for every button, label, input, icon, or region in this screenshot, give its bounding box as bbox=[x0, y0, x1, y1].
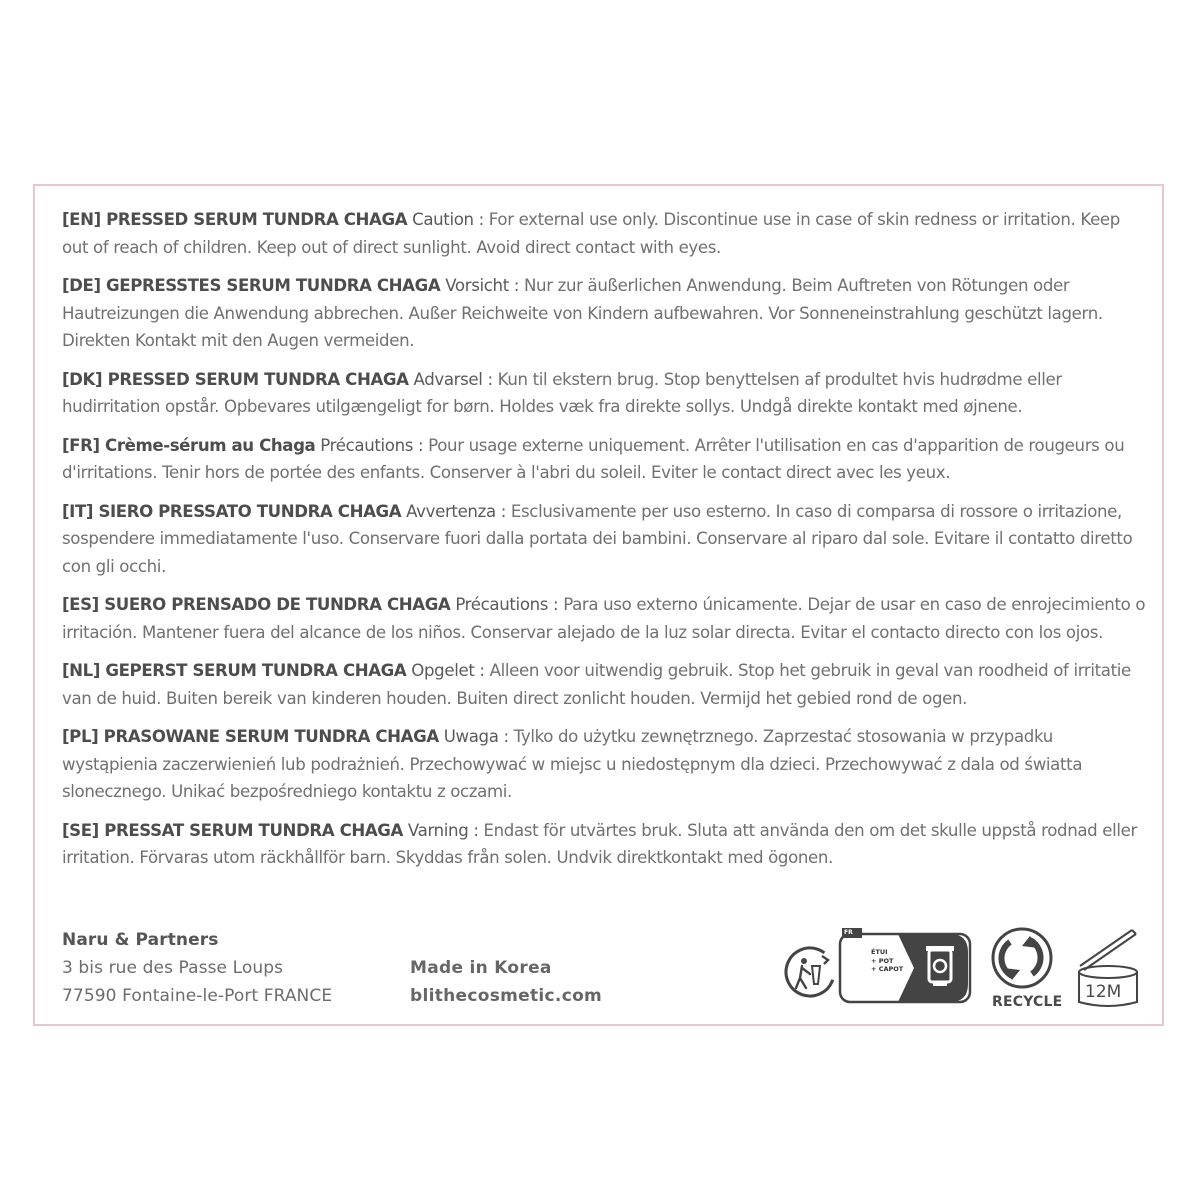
product-label bbox=[33, 184, 1164, 1026]
warning-fr bbox=[62, 432, 1147, 487]
warning-heading: [DK] PRESSED SERUM TUNDRA CHAGA bbox=[62, 369, 409, 389]
company-name: Naru & Partners bbox=[62, 930, 219, 950]
company-info bbox=[62, 926, 332, 1010]
warning-heading: [EN] PRESSED SERUM TUNDRA CHAGA bbox=[62, 210, 408, 229]
warning-it bbox=[62, 498, 1147, 581]
caution-label: Avvertenza : bbox=[406, 501, 506, 521]
caution-label: Précautions : bbox=[320, 435, 424, 455]
warning-heading: [PL] PRASOWANE SERUM TUNDRA CHAGA bbox=[62, 727, 439, 746]
warning-text: For external use only. Discontinue use in case of skin redness or irritation. Keep out of reach of children. Keep out of direct sunlight. Avoid direct contact with eyes. bbox=[62, 210, 1120, 257]
sorting-fr-tag: FR bbox=[844, 929, 853, 936]
recycle-label: RECYCLE bbox=[992, 994, 1063, 1010]
warning-nl bbox=[62, 657, 1147, 712]
caution-label: Varning : bbox=[407, 820, 479, 840]
caution-label: Opgelet : bbox=[411, 661, 485, 680]
warning-text: Tylko do użytku zewnętrznego. Zaprzestać stosowania w przypadku wystąpienia zaczerwienień lub podrażnień. Przechowywać w miejsc u niedostępnym dla dzieci. Przechowywać z dala od światta slonecznego. Unikać bezpośredniego kontaktu z oczami. bbox=[62, 727, 1083, 801]
website: blithecosmetic.com bbox=[410, 986, 603, 1006]
address-line-1: 3 bis rue des Passe Loups bbox=[62, 958, 284, 978]
warnings-list bbox=[62, 206, 1147, 883]
triman-icon bbox=[782, 944, 838, 1000]
warning-dk bbox=[62, 366, 1147, 421]
caution-label: Caution : bbox=[412, 210, 484, 229]
pao-label: 12M bbox=[1085, 982, 1122, 1002]
warning-text: Para uso externo únicamente. Dejar de usar en caso de enrojecimiento o irritación. Mantener fuera del alcance de los niños. Conservar alejado de la luz solar directa. Evitar el contacto directo con los ojos. bbox=[62, 595, 1146, 642]
warning-en bbox=[62, 206, 1147, 261]
warning-text: Pour usage externe uniquement. Arrêter l'utilisation en cas d'apparition de rougeurs ou d'irritations. Tenir hors de portée des enfants. Conserver à l'abri du soleil. Eviter le contact direct avec les yeux. bbox=[62, 435, 1125, 482]
warning-heading: [SE] PRESSAT SERUM TUNDRA CHAGA bbox=[62, 820, 403, 840]
warning-heading: [ES] SUERO PRENSADO DE TUNDRA CHAGA bbox=[62, 595, 451, 614]
warning-heading: [FR] Crème-sérum au Chaga bbox=[62, 435, 316, 455]
address-line-2: 77590 Fontaine-le-Port FRANCE bbox=[62, 986, 333, 1006]
caution-label: Uwaga : bbox=[443, 727, 509, 746]
caution-label: Vorsicht : bbox=[445, 276, 520, 295]
warning-heading: [NL] GEPERST SERUM TUNDRA CHAGA bbox=[62, 661, 407, 680]
warning-text: Alleen voor uitwendig gebruik. Stop het gebruik in geval van roodheid of irritatie van de huid. Buiten bereik van kinderen houden. Buiten direct zonlicht houden. Vermijd het gebied rond de ogen. bbox=[62, 661, 1131, 708]
warning-de bbox=[62, 272, 1147, 355]
recycling-icons bbox=[782, 926, 1147, 1016]
warning-se bbox=[62, 817, 1147, 872]
warning-es bbox=[62, 591, 1147, 646]
recycle-icon bbox=[990, 926, 1054, 990]
sorting-text: ÉTUI + POT + CAPOT bbox=[871, 948, 904, 973]
warning-heading: [IT] SIERO PRESSATO TUNDRA CHAGA bbox=[62, 501, 402, 521]
origin-info bbox=[410, 954, 602, 1010]
sorting-info-icon bbox=[838, 926, 974, 1006]
warning-text: Endast för utvärtes bruk. Sluta att använda den om det skulle uppstå rodnad eller irritation. Förvaras utom räckhållför barn. Skyddas från solen. Undvik direktkontakt med ögonen. bbox=[62, 820, 1137, 867]
warning-text: Kun til ekstern brug. Stop benyttelsen af produltet hvis hudrødme eller hudirritation opstår. Opbevares utilgængeligt for børn. Holdes væk fra direkte sollys. Undgå direkte kontakt med øjnene. bbox=[62, 369, 1062, 416]
warning-text: Esclusivamente per uso esterno. In caso di comparsa di rossore o irritazione, sospendere immediatamente l'uso. Conservare fuori dalla portata dei bambini. Conservare al riparo dal sole. Evitare il contatto diretto con gli occhi. bbox=[62, 501, 1133, 576]
caution-label: Advarsel : bbox=[413, 369, 493, 389]
made-in: Made in Korea bbox=[410, 958, 552, 978]
warning-heading: [DE] GEPRESSTES SERUM TUNDRA CHAGA bbox=[62, 276, 441, 295]
caution-label: Précautions : bbox=[455, 595, 559, 614]
warning-pl bbox=[62, 723, 1147, 806]
warning-text: Nur zur äußerlichen Anwendung. Beim Auftreten von Rötungen oder Hautreizungen die Anwendung abbrechen. Außer Reichweite von Kindern aufbewahren. Vor Sonneneinstrahlung geschützt lagern. Direkten Kontakt mit den Augen vermeiden. bbox=[62, 276, 1103, 350]
label-footer bbox=[62, 926, 1147, 1016]
